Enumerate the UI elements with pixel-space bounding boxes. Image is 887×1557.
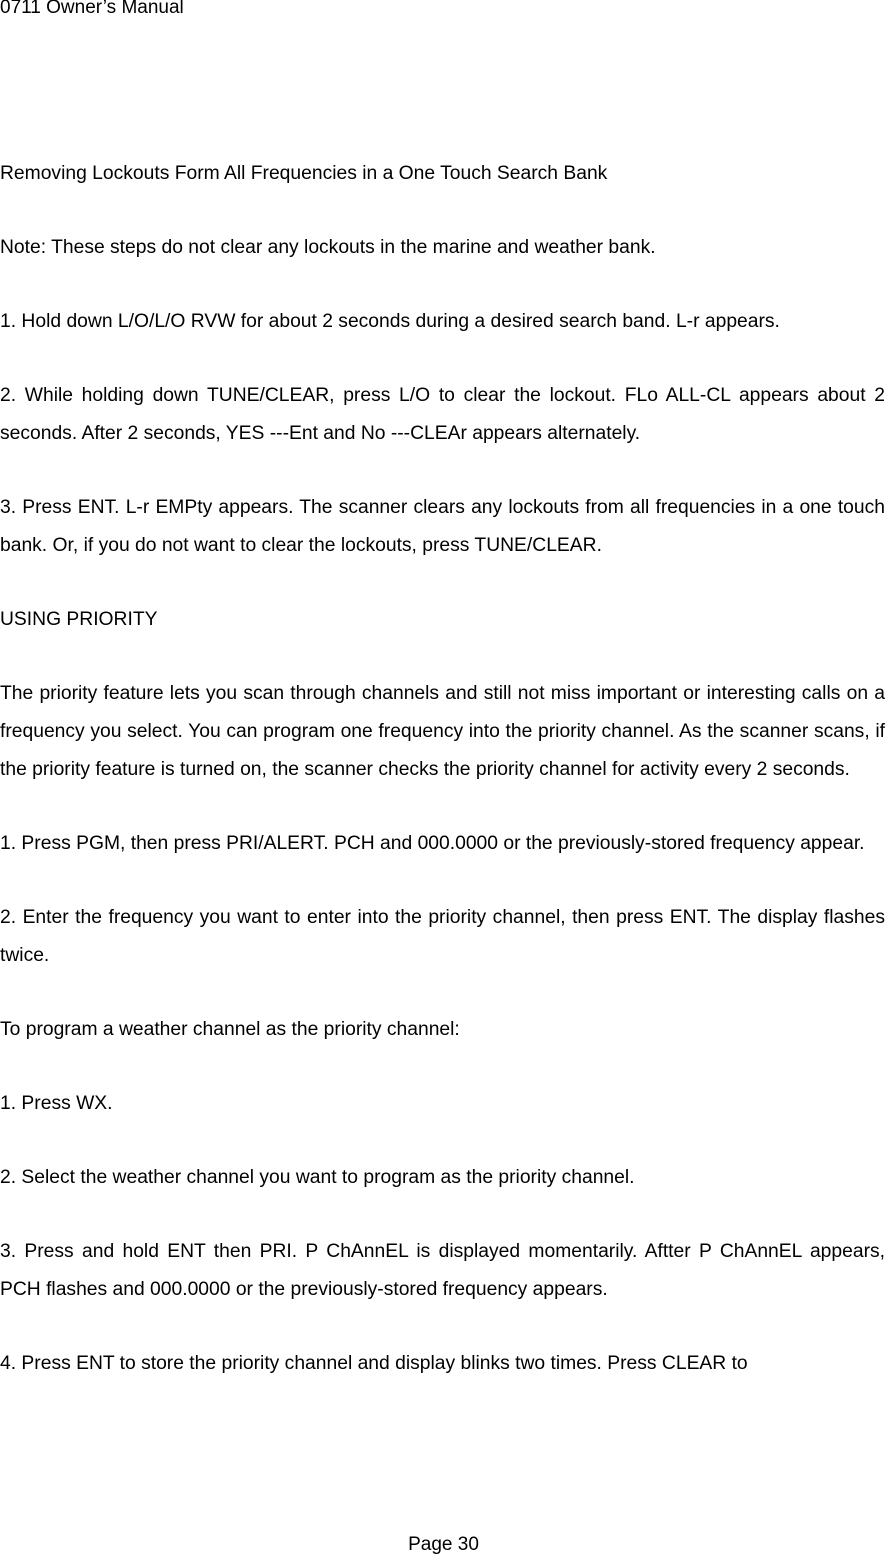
step-holding-tune-clear: 2. While holding down TUNE/CLEAR, press L/O to clear the lockout. FLo ALL-CL appears about 2 seconds. After 2 seconds, YES ---Ent and No ---CLEAr appears alternately. xyxy=(0,385,885,444)
weather-priority-intro: To program a weather channel as the priority channel: xyxy=(0,1019,460,1040)
step-press-pgm: 1. Press PGM, then press PRI/ALERT. PCH and 000.0000 or the previously-stored frequency appear. xyxy=(0,833,865,854)
page-number: Page 30 xyxy=(408,1534,479,1555)
step-press-hold-ent: 3. Press and hold ENT then PRI. P ChAnnEL is displayed momentarily. Aftter P ChAnnEL appears, PCH flashes and 000.0000 or the previously-stored frequency appears. xyxy=(0,1241,885,1300)
step-enter-frequency: 2. Enter the frequency you want to enter into the priority channel, then press ENT. The display flashes twice. xyxy=(0,907,885,966)
document-body xyxy=(0,155,885,1419)
page-header: 0711 Owner’s Manual xyxy=(0,0,184,18)
step-press-wx: 1. Press WX. xyxy=(0,1093,113,1114)
step-press-ent: 3. Press ENT. L-r EMPty appears. The scanner clears any lockouts from all frequencies in a one touch bank. Or, if you do not want to clear the lockouts, press TUNE/CLEAR. xyxy=(0,497,885,556)
step-press-ent-store: 4. Press ENT to store the priority channel and display blinks two times. Press CLEAR to xyxy=(0,1353,748,1374)
step-select-weather-channel: 2. Select the weather channel you want to program as the priority channel. xyxy=(0,1167,635,1188)
section-title-removing-lockouts: Removing Lockouts Form All Frequencies in a One Touch Search Bank xyxy=(0,163,608,184)
priority-description: The priority feature lets you scan through channels and still not miss important or interesting calls on a frequency you select. You can program one frequency into the priority channel. As the scanner scans, if the priority feature is turned on, the scanner checks the priority channel for activity every 2 seconds. xyxy=(0,683,885,780)
section-title-using-priority: USING PRIORITY xyxy=(0,609,158,630)
note-paragraph: Note: These steps do not clear any lockouts in the marine and weather bank. xyxy=(0,237,656,258)
step-hold-down-lo: 1. Hold down L/O/L/O RVW for about 2 seconds during a desired search band. L-r appears. xyxy=(0,311,780,332)
